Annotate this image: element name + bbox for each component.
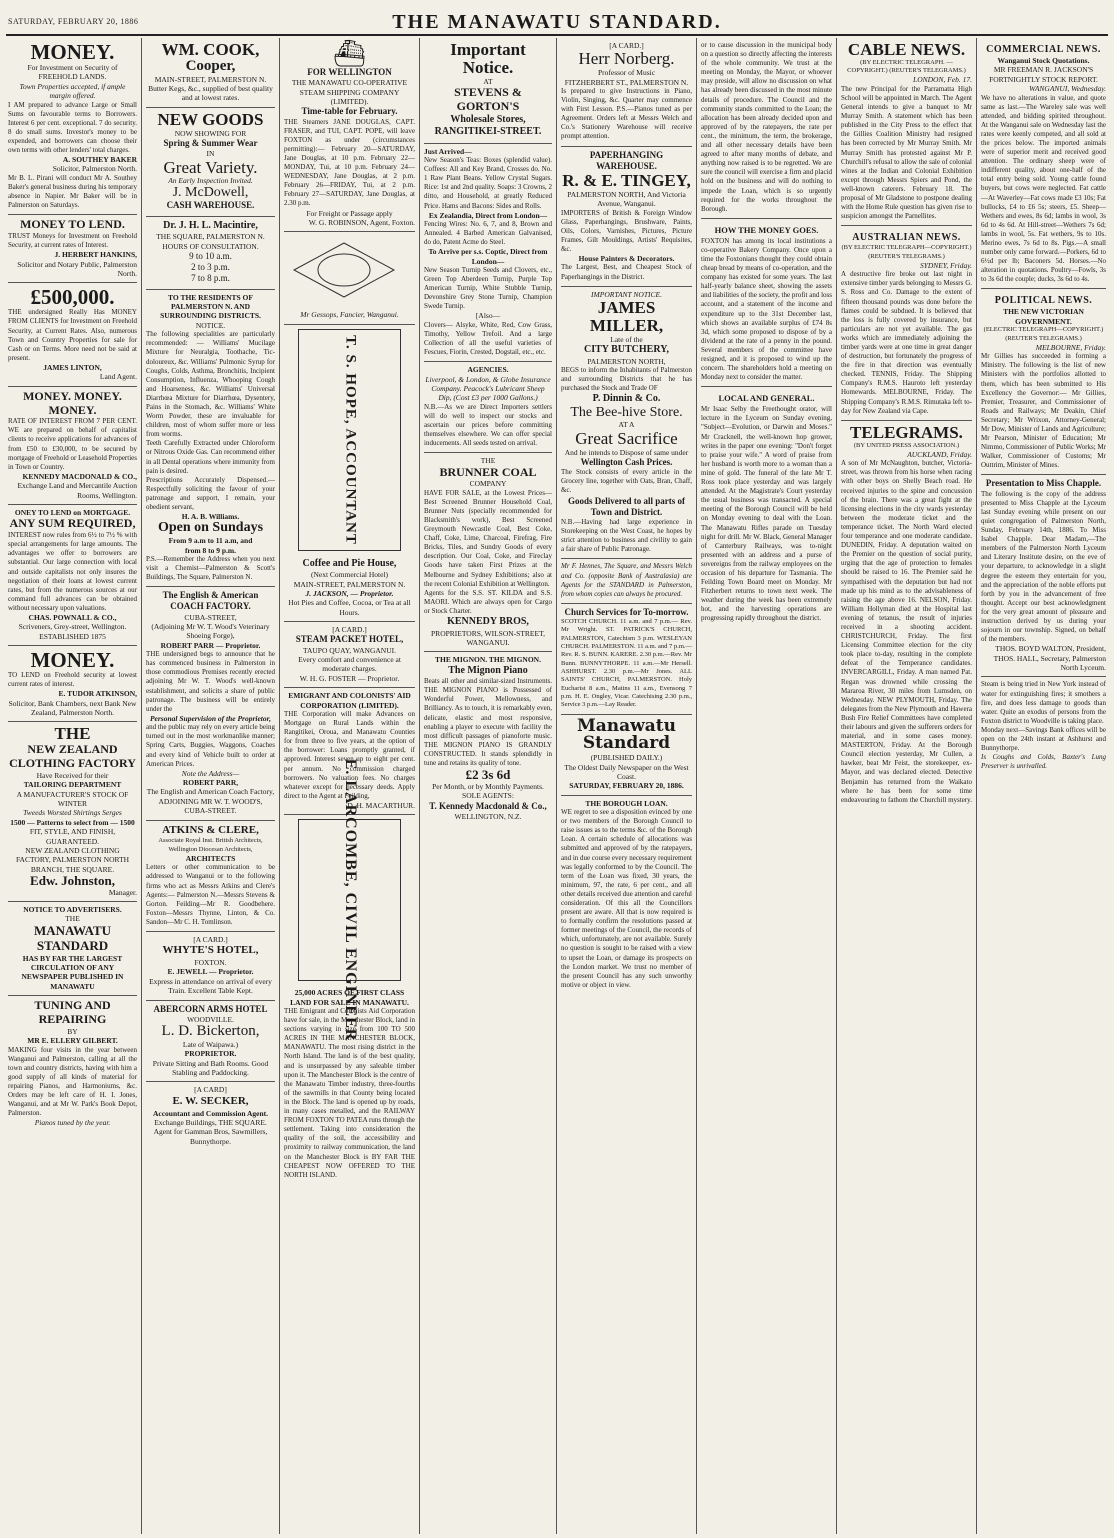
ad-ps: P.S.—Remember the Address when you next visit a Chemist—Palmerston & Scott's Buildings, The Square, Palmerston N. <box>146 554 275 582</box>
ad-signature: JAMES LINTON, <box>43 362 102 372</box>
cable-news <box>841 38 972 226</box>
ad-note: Mr B. L. Pirani will conduct Mr A. Southey Baker's general business during his temporary absence in Napier. Mr Baker will be in Palmerston on Saturdays. <box>8 173 137 210</box>
ad-signature: A. SOUTHEY BAKER <box>62 155 137 165</box>
ad-subheading: TAILORING DEPARTMENT <box>23 780 122 790</box>
ad-whyte <box>146 932 275 1001</box>
ad-steam-packet <box>284 622 415 688</box>
ad-adjoining: ADJOINING MR W. T. WOOD'S, CUBA-STREET. <box>158 796 263 816</box>
ad-subheading: Have Received for their <box>36 770 109 780</box>
ad-firm: STEVENS & GORTON'S <box>454 85 522 113</box>
article-body: Is Coughs and Colds, Baxter's Lung Preserver is unrivalled. <box>981 753 1106 771</box>
ad-address: FITZHERBERT ST., PALMERSTON N. <box>564 77 689 87</box>
ad-heading: NEW GOODS <box>157 109 264 129</box>
article-body: FOXTON has among its local institutions a co-operative Bakery Company. Once upon a time the Foxtonians thought they could obtain cheap bread by means of co-operation, and the company has existed for some years. The last half-yearly balance sheet, showing the assets and liabilities of the society, the profit and loss account, and a statement of the income and expenditure up to the 31st December last, which shows an available surplus of £74 8s 3d, which some proposed to dispose of by a dividend at the rate of a penny in the pound. Several members of the committee have resigned, and it is proposed to wind up the concern. The shareholders hold a meeting on Monday next to consider the matter. <box>701 236 832 382</box>
ad-proprietor: PROPRIETOR. <box>184 1049 237 1059</box>
ad-body: HAVE FOR SALE, at the Lowest Prices— Best Screened Brunner Household Coal, Brunner Nuts (specially recommended for Blacksmith's work), Best Screened Greymouth Newcastle Coal, Best Coke, Chaff, Coke, Lime, Charcoal, Firefrag, Fire Bricks, Tiles, and Sundry Goods of every description. Our Coal, Coke, and Fireclay Goods have taken First Prizes at the Melbourne and Sydney Exhibitions; also at the recent Colonial Exhibition at Wellington. <box>424 488 552 588</box>
ad-body: MAKING four visits in the year between Wanganui and Palmerston, calling at all the town and country districts, having with him a good supply of all kinds of material for repairing Pianos, and Harmoniums, &c. Orders may be left care of H. I. Jones, Wanganui, and at Mr W. Park's Book Depot, Palmerston. <box>8 1045 137 1118</box>
ad-subheading: Cooper, <box>185 57 236 74</box>
column-5 <box>556 38 696 1534</box>
ad-the: THE <box>65 914 80 924</box>
ad-heading: ABERCORN ARMS HOTEL <box>153 1003 268 1014</box>
ad-at: AT <box>483 76 493 86</box>
ad-body: Butter Kegs, &c., supplied of best quality and at lowest rates. <box>148 83 273 103</box>
commercial-news <box>981 38 1106 289</box>
ad-hours: 2 to 3 p.m. <box>191 262 230 273</box>
ad-signature: E. TUDOR ATKINSON, <box>58 689 137 699</box>
ad-mortgage <box>8 505 137 646</box>
column-4 <box>419 38 556 1534</box>
ad-timetable: Time-table for February. <box>301 106 398 117</box>
ad-signature: CHAS. POWNALL & CO., <box>28 613 117 622</box>
ad-body: Agent for Gamman Bros, Sawmillers, Bunnythorpe. <box>153 1127 268 1146</box>
ad-cash-prices: Wellington Cash Prices. <box>580 457 673 468</box>
ad-abercorn <box>146 1001 275 1083</box>
ad-heading: 25,000 ACRES OF FIRST CLASS LAND FOR SALE IN MANAWATU. <box>290 988 409 1007</box>
ad-body: Beats all other and similar-sized Instruments. THE MIGNON PIANO is Possessed of Wonderful Power, Mellowness, and Brilliancy. As to touch, it is remarkably even, delicate, elastic and most responsive, enabling a player to execute with facility the most difficult passages of pianoforte music. THE MIGNON PIANO IS GRANDLY CONSTRUCTED. It stands splendidly in tune and retains its quality of tone. <box>424 677 552 768</box>
ad-new-goods <box>146 108 275 217</box>
ad-signature-detail: Solicitor, Palmerston North. <box>52 164 137 174</box>
section-heading: AUSTRALIAN NEWS. <box>852 232 961 244</box>
ad-signature-detail: Exchange Land and Mercantile Auction Rooms, Wellington. <box>17 481 137 500</box>
ad-brunner <box>424 453 552 652</box>
ad-house: House Painters & Decorators. <box>578 254 675 264</box>
masthead <box>0 0 1114 34</box>
ad-subheading: ANY SUM REQUIRED, <box>9 516 136 531</box>
ad-doctor <box>146 217 275 290</box>
ad-heading: WM. COOK, <box>161 40 260 59</box>
ad-body: Letters or other communication to be addressed to Wanganui or to the following firms who act as Messrs Atkins and Clere's Agents:— Palmerston N.—Messrs Stevens & Gorton. Feilding—Mr R. Goodbehere. Foxton—Messrs Thynne, Linton, & Co. Sandon—Mr C. H. Tomlinson. <box>146 863 275 926</box>
ad-subheading: For Investment on Security of FREEHOLD LANDS. <box>27 63 118 82</box>
ad-dinnin: P. Dinnin & Co. <box>592 393 661 405</box>
ad-address: TAUPO QUAY, WANGANUI. <box>302 645 397 655</box>
ad-seal <box>284 232 415 324</box>
ad-norberg <box>561 38 692 147</box>
ad-card: [A CARD.] <box>609 41 644 50</box>
ad-owner: ROBERT PARR — Proprietor. <box>160 640 261 650</box>
column-8 <box>976 38 1110 1534</box>
ad-stock: The Largest, Best, and Cheapest Stock of Paperhangings in the District. <box>561 263 692 281</box>
ad-title: The Mignon Piano <box>448 664 528 676</box>
ad-money-baker <box>8 38 137 215</box>
ad-coffee <box>284 555 415 622</box>
ad-in: IN <box>206 149 215 159</box>
ad-company: COMPANY <box>469 479 507 489</box>
seal-text: Mr Gessops, Fancier, Wanganui. <box>300 310 399 320</box>
section-heading: COMMERCIAL NEWS. <box>986 44 1101 55</box>
ad-body: Liverpool, & London, & Globe Insurance Company. Peacock's Lubricant Sheep Dip, (Cost £3 per 1000 Gallons.) <box>425 374 551 403</box>
ad-sundays: Open on Sundays <box>157 520 264 536</box>
ad-heading: ATKINS & CLERE, <box>162 823 259 836</box>
ad-note: Note the Address— <box>181 768 240 778</box>
ad-title: R. & E. TINGEY, <box>562 171 691 191</box>
ad-heading: JAMES MILLER, <box>589 298 664 335</box>
short-items <box>981 677 1106 775</box>
ad-terms: Per Month, or by Monthly Payments. <box>432 781 544 791</box>
ad-delivered: Goods Delivered to all parts of Town and District. <box>567 495 686 517</box>
ad-signature: W. G. ROBINSON, Agent, Foxton. <box>308 217 415 227</box>
ad-by: BY <box>67 1026 78 1036</box>
ad-name: MR E. ELLERY GILBERT. <box>27 1036 118 1046</box>
ad-heading: NOTICE TO ADVERTISERS. <box>23 905 122 915</box>
ad-subheading: Associate Royal Inst. British Architects, Wellington Diocesan Architects, <box>158 837 263 853</box>
ad-heading: COACH FACTORY. <box>170 601 251 612</box>
ad-body: Express in attendance on arrival of every Train. Excellent Table Kept. <box>149 976 272 996</box>
ad-notice: NOTICE. <box>195 320 226 330</box>
ad-heading: MONEY. <box>30 648 115 673</box>
ad-body: BEGS to inform the Inhabitants of Palmerston and surrounding Districts that he has purchased the Stock and Trade OF <box>561 365 692 393</box>
ad-agent: T. Kennedy Macdonald & Co., <box>429 800 547 811</box>
section-subheading: MR FREEMAN R. JACKSON'S FORTNIGHTLY STOCK REPORT. <box>989 65 1098 84</box>
ad-hours: 9 to 10 a.m. <box>189 250 232 261</box>
ad-signature-detail: Solicitor, Bank Chambers, next Bank New Zealand, Palmerston North. <box>8 698 137 718</box>
ad-miller <box>561 287 692 560</box>
article-money-goes <box>701 219 832 388</box>
article-body: or to cause discussion in the municipal body on a question so directly affecting the interests of the whole community. We trust at the meeting on Monday, the Mayor, or whoever may preside, will allow no discussion on what has already been discussed in the most minute details of procedure. The Council and the community stands committed to the Loan; the allocation has been already decided upon and approved of by the ratepayers, the rate per cent., the minimum, the term, the brokerage, and all other necessary details have been agreed to after many months of debate, and anything now raised is to be regretted. We are sure the council will exercise a firm and placid hold on the business and will do nothing to impede the Loan, which is so urgently required for the works throughout the Borough. <box>701 41 833 213</box>
ad-body: and the public may rely on every article being turned out in the most workmanlike manner; Spring Carts, Buggies, Waggons, Coaches and every kind of Vehicle built to order at American Prices. <box>146 723 275 768</box>
ad-name: The English and American Coach Factory, <box>146 787 275 797</box>
ad-advertisers <box>8 902 137 996</box>
ad-body: Fencing Wires: No. 6, 7, and 8, Brown and Annealed. 4 Barbed American Galvanised, do do, Patent Acme do Steel. <box>424 219 552 247</box>
ad-signature: J. HERBERT HANKINS, <box>54 250 137 260</box>
section-subheading: THE NEW VICTORIAN GOVERNMENT. <box>1003 307 1084 326</box>
ad-subheading: NOW SHOWING FOR <box>174 128 247 138</box>
ad-hope-vertical <box>298 329 401 551</box>
ad-title: MANAWATU STANDARD <box>33 922 112 953</box>
ad-freight: For Freight or Passage apply <box>306 208 393 218</box>
ad-signature-detail: Land Agent. <box>99 372 137 382</box>
ad-guarantee: FIT, STYLE, AND FINISH, GUARANTEED. <box>29 827 116 846</box>
ad-patterns: 1500 — Patterns to select from — 1500 <box>10 817 135 827</box>
ad-heading: E. W. SECKER, <box>172 1094 249 1107</box>
ad-cook <box>146 38 275 108</box>
ad-late: Late of Waipawa.) <box>182 1039 239 1049</box>
ad-tuning <box>8 996 137 1131</box>
ad-signature-detail: Scriveners, Grey-street, Wellington. ESTABLISHED 1875 <box>18 622 127 641</box>
column-1 <box>4 38 141 1534</box>
ad-agent-city: WELLINGTON, N.Z. <box>454 811 522 821</box>
paper-published: (PUBLISHED DAILY.) <box>590 753 663 763</box>
ad-body: HAS BY FAR THE LARGEST CIRCULATION OF ANY NEWSPAPER PUBLISHED IN MANAWATU <box>21 953 124 991</box>
ad-signature-detail: PROPRIETORS, WILSON-STREET, WANGANUI. <box>431 628 545 647</box>
agents-note-text: Mr F. Hennes, The Square, and Messrs Welch and Co. (opposite Bank of Australasia) are Agents for the STANDARD in Palmerston, from whom copies can always be procured. <box>561 562 692 598</box>
ad-heading: The English & American <box>162 590 259 601</box>
ad-body: THE Steamers JANE DOUGLAS, CAPT. FRASER, and TUI, CAPT. POPE, will leave FOXTON as under (circumstances permitting):— February 20—SATURDAY, Jane Douglas, at 10 p.m. February 22—MONDAY, Tui, at 10 p.m. February 24—WEDNESDAY, Jane Douglas, at 2 p.m. February 26—FRIDAY, Tui, at 2 p.m. February 27—SATURDAY, Jane Douglas, at 2.30 p.m. <box>284 117 415 208</box>
ad-body: Hot Pies and Coffee, Cocoa, or Tea at all Hours. <box>288 598 411 617</box>
ad-body: THE undersigned begs to announce that he has commenced business in Palmerston in those commodious Premises recently erected adjoining Mr W. T. Wood's well-known establishment, and solicits a share of public patronage. The business will be entirely under the <box>146 650 275 713</box>
section-subheading: Wanganui Stock Quotations. <box>997 56 1090 65</box>
ad-signature-detail: Solicitor and Notary Public, Palmerston North. <box>17 259 137 278</box>
ad-name: L. D. Bickerton, <box>161 1023 260 1040</box>
article-body: A destructive fire broke out last night in extensive timber yards belonging to Messrs G. S. Ross and Co. Damage to the extent of fifteen thousand pounds was done before the flames could be subdued. It is believed that the loss is fully covered by insurance, but particulars are not yet available. The gas works which are immediately adjoining the timber yards were at one time in great danger of destruction, but fortunately the progress of the fire in that direction was eventually checked. TENNIS, Friday. The Shipping Company's R.M.S. Hauroto left yesterday Homewards. MELBOURNE, Friday. The Shipping Company's R.M.S. Rimutaka left to-day for New Zealand via Cape. <box>841 270 972 415</box>
paper-tagline: The Oldest Daily Newspaper on the West Coast. <box>564 762 689 781</box>
ad-heading: Important Notice. <box>450 40 526 77</box>
vertical-ad-text: E. LARCOMBE, CIVIL ENGINEER <box>341 758 359 1042</box>
agents-notice <box>561 559 692 603</box>
ad-body: Is prepared to give Instructions in Piano, Violin, Singing, &c. Quarter may commence with First Lesson. P.S.—Pianos tuned as per Agreement. Orders left at Messrs Welch and Co.'s Stationery Warehouse will receive prompt attention. <box>561 86 692 141</box>
ad-body: Clovers— Alsyke, White, Red, Cow Grass, Timothy, Yellow Trefoil. And a large Collection of all the useful varieties of Fescues, Fiorin, Crested, Dogstail, etc., etc. <box>424 320 552 357</box>
ad-address: PALMERSTON NORTH, And Victoria Avenue, Wanganui. <box>567 189 686 209</box>
column-6 <box>696 38 836 1534</box>
ad-subheading: Accountant and Commission Agent. <box>152 1108 268 1118</box>
article-body: The following is the copy of the address presented to Miss Chapple at the Lyceum last Sunday evening while present on our quiet congregation of Palmerston North, Sunday, February 14th, 1886. To Miss Isabel Chapple. Dear Madam,—The members of the Palmerston North Lyceum and Literary Institute desire, on the eve of your departure, to acknowledge in a slight degree the esteem they entertain for you, and the appreciation of the noble efforts put forth by you in the advancement of free thought. Accept our best acknowledgment for the very great amount of pleasure and instruction derived by us during your sojourn in our township. Signed, on behalf of the members. <box>981 489 1106 644</box>
ad-signature: KENNEDY MACDONALD & CO., <box>22 471 137 481</box>
ad-shop: CITY BUTCHERY, <box>583 344 670 356</box>
editorial-masthead <box>561 715 692 796</box>
ad-owner: J. JACKSON, — Proprietor. <box>305 588 394 598</box>
ad-price: £2 3s 6d <box>465 767 511 783</box>
ad-heading: Ex Zealandia, Direct from London— <box>428 210 548 220</box>
ad-notice: IMPORTANT NOTICE. <box>591 289 662 299</box>
ad-agencies <box>424 362 552 453</box>
ad-owner: E. JEWELL — Proprietor. <box>167 967 254 977</box>
ad-store: CASH WAREHOUSE. <box>166 200 255 211</box>
article-heading: LOCAL AND GENERAL. <box>718 393 815 404</box>
section-heading: Presentation to Miss Chapple. <box>985 478 1102 489</box>
article-body: Mr Isaac Selby the Freethought orator, will lecture in the Lyceum on Sunday evening, "Subject—Evolution, or Darwin and Moses." Mr Cracknell, the well-known hop grower, writes in the paper one evening: "Don't forget to praise your wife." A word of praise from her husband is worth more to a woman than a mine of gold. The funeral of the late Mr T. Ross took place yesterday and was largely attended. At the Magistrate's Court yesterday the usual business was transacted. A special meeting of the Borough Council will be held on Monday evening to deal with the Loan. The Manawatu Rifles parade on Tuesday night for drill. Mr W. Black, General Manager of Canterbury Railways, was to-night presented with an address and a purse of sovereigns from the railway employees on the occasion of his departure for Tasmania. The Feilding Town Board meet on Monday. Mr Fitzherbert returns to town next week. The weather during the week has been extremely hot, and the harvesting operations are progressing rapidly throughout the district. <box>701 405 832 623</box>
ad-address: (Adjoining Mr W. T. Wood's Veterinary Shoeing Forge), <box>151 622 270 641</box>
ad-address: CUBA-STREET, <box>184 612 237 622</box>
ad-subheading: Town Properties accepted, if ample margin offered. <box>19 81 126 101</box>
ad-body: THE undersigned Really Has MONEY FROM CLIENTS for Investment on Freehold Security, at Current Rates. Also, numerous Town and Country Properties for sale for Cash or on Terms. More need not be said at present. <box>8 308 137 362</box>
dateline: WANGANUI, Wednesday. <box>1029 84 1106 94</box>
ad-sundays-hours: from 8 to 9 p.m. <box>184 545 237 555</box>
ad-signature: D. H. MACARTHUR. <box>347 800 415 810</box>
ad-tingey <box>561 147 692 287</box>
ad-heading: Coffee and Pie House, <box>302 557 397 569</box>
australian-news <box>841 226 972 421</box>
ad-body: INTEREST now rules from 6½ to 7½ % with special arrangements for large amounts. The advantages we offer to borrowers are substantial. Our large connection with local and outside capitalists not only insures the negotiation of their loans at lowest current rates, but from the numerous sources at our command full advances can be obtained without necessary upon valuations. <box>8 531 137 612</box>
ad-at: AT A <box>618 420 635 430</box>
ad-beehive: The Bee-hive Store. <box>570 404 683 420</box>
ad-money-to-lend <box>8 215 137 283</box>
ad-body: Private Sitting and Bath Rooms. Good Stabling and Paddocking. <box>152 1058 269 1078</box>
section-heading: CABLE NEWS. <box>847 40 966 59</box>
article-body: Mr Gillies has succeeded in forming a Ministry. The following is the list of new Ministers with the portfolios allotted to them, which has been submitted to His Excellency the Governor:— Mr Gillies, Premier, Treasurer, and Commissioner of Roads and Railways; Mr Deakin, Chief Secretary; Mr Wrixon, Attorney-General; Mr Dow, Minister of Lands and Agriculture; Mr Pearson, Minister of Education; Mr Nimmo, Commissioner of Public Works; Mr Walker, Commissioner of Customs; Mr Outtrim, Minister of Mines. <box>981 352 1106 470</box>
ad-personal: Personal Supervision of the Proprietor, <box>149 713 272 723</box>
ad-town: WOODVILLE. <box>187 1014 234 1024</box>
ad-stevens-gorton <box>424 38 552 144</box>
dateline: AUCKLAND, Friday. <box>907 449 972 459</box>
masthead-rule <box>6 34 1108 36</box>
ad-heading: To Arrive per s.s. Coptic, Direct from London— <box>428 247 548 266</box>
church-services <box>561 604 692 715</box>
article-heading: HOW THE MONEY GOES. <box>714 224 819 235</box>
section-heading: Church Services for To-morrow. <box>564 606 689 617</box>
ad-subheading: A MANUFACTURER'S STOCK OF WINTER <box>16 789 129 809</box>
ad-money-atkinson <box>8 646 137 722</box>
ad-late: Late of the <box>610 334 643 344</box>
political-news <box>981 289 1106 475</box>
ad-body: THE Corporation will make Advances on Mortgage on Rural Lands within the Rangitikei, Oroua, and Manawatu Counties for from three to five years, at the option of the borrower: Loans promptly granted, if approved. Interest seven up to eight per cent. per annum. No commission charged borrowers. No valuation fees. No charges whatever except for necessary deeds. Apply direct to the Agent at Feilding, <box>284 709 415 800</box>
ad-address: THE SQUARE, PALMERSTON N. <box>156 232 265 242</box>
ad-heading: AGENCIES. <box>467 365 509 375</box>
article-local-general <box>701 387 832 627</box>
ad-title: NEW ZEALAND CLOTHING FACTORY <box>9 742 136 771</box>
ad-invite: An Early Inspection Invited. <box>168 176 253 186</box>
ad-body: IMPORTERS of British & Foreign Window Glass, Paperhangings, Brushware, Paints, Oils, Colors, Varnishes, Pictures, Picture Frames, Gilt Mouldings, Artists' Requisites, &c. <box>561 208 692 253</box>
ad-body: THE Emigrant and Colonists Aid Corporation have for sale, in the Manchester Block, land in sections varying in size from 100 TO 500 ACRES IN THE MANCHESTER BLOCK, MANAWATU. The most rising district in the North Island. The land is of the best quality, and is unsurpassed by any saleable timber upon it. The Manchester Block is the centre of the Manawatu Timber industry, three-fourths of the sawmills in that County being located in the Block. The land is opened up by roads, in many cases metalled, and the RAILWAY FROM FOXTON TO PATEA runs through the settlement. Taking into consideration the quality of the soil, the accessibility and proximity to railway communication, the land on the Manchester Block is BY FAR THE CHEAPEST NOW OFFERED TO THE NORTH ISLAND. <box>284 1007 415 1179</box>
ad-the: THE <box>480 456 496 466</box>
ad-coach-factory <box>146 587 275 820</box>
vertical-ad-text: T. S. HOPE, ACCOUNTANT <box>342 334 358 545</box>
ad-heading: THE <box>54 724 91 744</box>
ad-sundays-hours: From 9 a.m to 11 a.m, and <box>168 536 253 546</box>
ad-sacrifice-sub: And he intends to Dispose of same under <box>564 447 689 457</box>
ad-body: The Stock consists of every article in the Grocery line, together with Oats, Bran, Chaff, &c. <box>561 468 692 495</box>
ad-hours-title: HOURS OF CONSULTATION. <box>162 241 259 251</box>
signature-detail: THOS. HALL, Secretary, Palmerston North Lyceum. <box>993 653 1106 673</box>
article-body: We have no alterations in value, and quote same as last.—The Wareley sale was well attended, and bidding spirited throughout. At the Wanganui sale on Wednesday last the rates were keenly competed, and all sold at the prices below. The imported animals were of superior merit and received good attention. The ordinary sheep were of indifferent quality, about one-half of the total entry being sold. Young cattle found buyers, but cows were neglected. Fat cattle—At Waverley—Fat cows made £3 10s; Fat bullocks, £4 to £6 5s; steers, £5. Sheep—Wethers and ewes, 8s 6d; lambs in wool, 3s 6d to 4s 6d. At Hill-street—Wethers 7s 6d; lambs in wool, 5s. Fat wethers, 9s to 10s. Merino ewes, 7s 6d to 8s. Pigs.—A small number only came forward.—Porkers, 6d to 6½d per lb; Baconers 5d. Horses.—No alteration in quotations. Poultry—Fowls, 3s to 3s 6d the couple; ducks, 3s 6d to 4s. <box>981 93 1106 284</box>
ad-body: RATE OF INTEREST FROM 7 PER CENT. WE are prepared on behalf of capitalist clients to receive applications for advances of from £50 to £30,000, to be secured by mortgage of Freehold or Leasehold Properties in Town or Country. <box>8 417 137 471</box>
ad-subheading: (Next Commercial Hotel) <box>310 570 389 580</box>
dateline: SYDNEY, Friday. <box>919 260 972 270</box>
church-list: SCOTCH CHURCH. 11 a.m. and 7 p.m.— Rev. Mr Wright. ST. PATRICK'S CHURCH, PALMERSTON, Catechism 3 p.m. WESLEYAN CHURCH. PALMERSTON. 11 a.m. and 7 p.m.— Rev. R. S. BUNN. KARERE. 2.30 p.m.—Rev. Mr Bunn. BUNNYTHORPE. 11 a.m.—Mr Hersell. ASHHURST. 2.30 p.m.—Mr Jones. ALL SAINTS' CHURCH, PALMERSTON. Holy Eucharist 8 a.m., Matins 11 a.m., Evensong 7 p.m. H. E. Ongley, Vicar. Catechising 2.30 p.m., Service 3 p.m.—Lay Reader. <box>561 618 692 709</box>
ad-address: PALMERSTON NORTH, <box>587 356 666 366</box>
dateline: MELBOURNE, Friday. <box>1035 342 1106 352</box>
article-body: Monday next—Savings Bank offices will be open on the 24th instant at Ashhurst and Bunnythorpe. <box>981 725 1106 753</box>
ad-body: TO LEND on Freehold security at lowest current rates of interest. <box>8 671 137 689</box>
issue-date: SATURDAY, FEBRUARY 20, 1886 <box>8 17 139 26</box>
ad-architects: ARCHITECTS <box>185 853 236 863</box>
ad-owner: W. H. G. FOSTER — Proprietor. <box>299 673 400 683</box>
section-heading: TELEGRAMS. <box>850 422 963 442</box>
ad-heading: TUNING AND REPAIRING <box>34 998 111 1026</box>
ad-body: I AM prepared to advance Large or Small Sums on favourable terms to Borrowers. Interest 6 per cent. exceptional. 7 do security. 8 do small sums. Investor's money to be expended, and borrowers can choose their own terms with other lenders' total charges. <box>8 100 137 155</box>
ad-heading: MONEY TO LEND. <box>20 217 125 232</box>
ad-teeth: Teeth Carefully Extracted under Chloroform or Nitrous Oxide Gas. Can recommend either in all Dental operations where immunity from pain is desired. <box>146 439 275 475</box>
paper-date: SATURDAY, FEBRUARY 20, 1886. <box>569 781 684 791</box>
ad-heading: WHYTE'S HOTEL, <box>162 944 259 957</box>
newspaper-title: THE MANAWATU STANDARD. <box>392 11 722 33</box>
ad-heading: Herr Norberg. <box>578 49 675 69</box>
ad-address: MAIN-STREET, PALMERSTON N. <box>293 579 406 589</box>
section-subheading: (BY ELECTRIC TELEGRAPH—COPYRIGHT.) (REUTER'S TELEGRAMS.) <box>841 244 972 260</box>
ad-season: Spring & Summer Wear <box>163 137 258 148</box>
ad-secker <box>146 1082 275 1150</box>
ad-card: [A CARD.] <box>332 625 367 635</box>
ad-shipping <box>284 38 415 232</box>
ad-signature: KENNEDY BROS, <box>447 616 529 628</box>
ad-heading: ONEY TO LEND on MORTGAGE. <box>14 507 131 517</box>
ad-heading: Just Arrived— <box>424 146 472 156</box>
ad-heading: EMIGRANT AND COLONISTS' AID CORPORATION (LIMITED). <box>288 691 411 710</box>
ad-heading: THE MIGNON. THE MIGNON. <box>435 655 541 665</box>
ad-branch: NEW ZEALAND CLOTHING FACTORY, PALMERSTON NORTH BRANCH, THE SQUARE. <box>15 845 130 874</box>
ad-name: J. McDowell, <box>172 184 249 200</box>
ad-heading: MONEY. MONEY. MONEY. <box>23 388 122 417</box>
ad-card: [A CARD.] <box>193 934 228 944</box>
ad-body: The following specialities are particularly recommended: — Williams' Mucilage Mixture for Neuralgia, Toothache, Tic-doloureux, &c. Williams' Pulmonic Syrup for Coughs, Colds, Asthma, Bronchitis, Incipient Consumption, Influenza, Whooping Cough and Hoarseness, &c. Williams' Universal Diarrhœa Mixture for Diarrhœa, Dysentery, Pains in the Stomach, &c. Williams' White Worm Powder, these are invaluable for children, most of whom suffer more or less from worms. <box>146 330 275 439</box>
ad-card: [A CARD] <box>194 1085 227 1095</box>
ad-also: [Also— <box>475 311 501 321</box>
ad-mignon <box>424 652 552 825</box>
ad-heading: STEAM PACKET HOTEL, <box>295 634 404 645</box>
telegrams <box>841 421 972 809</box>
article-body: A son of Mr McNaughton, butcher, Victoria-street, was thrown from his horse when racing with other boys on Shelly Beach road. He received injuries to the spine and concussion of the brain. There was a great fight at the licensing elections in the city wards yesterday between the moderate ticket and the temperance ticket. The North Ward elected four temperance and one moderate candidate. DUNEDIN, Friday. A deputation waited on the Premier on the question of social purity, urging that the age of protection to females should be raised to 16. The Premier said he sympathised with the deputation but had not made up his mind as to the advisableness of raising the age above 16. NELSON, Friday. William Hollyman died at the Hospital last evening of tetanus, the result of injuries received in a shooting accident. CHRISTCHURCH, Friday. The first Licensing Committee election for the city took place to-day, resulting in the complete defeat of the Temperance candidates. INVERCARGILL, Friday. A man named Pat. Regan was drowned while crossing the Mararoa River, 30 miles from Lumsden, on Wednesday. NEW PLYMOUTH, Friday. The delegates from the New Plymouth and Hawera Bush Fire Relief Committees have completed their labours and given the sufferers orders for material, and in some cases money. MASTERTON, Friday. At the Borough Council election yesterday, Mr Cullen, a hawker, beat Mr Feist, the storekeeper, ex-Mayor, and was declared elected. Detective Benjamin has returned from the Waikato where he has been for some time endeavouring to fathom the Churchill mystery. <box>841 459 973 804</box>
ad-sacrifice: Great Sacrifice <box>575 428 678 448</box>
section-subheading: (BY ELECTRIC TELEGRAPH. — COPYRIGHT.) (REUTER'S TELEGRAMS.) <box>847 58 966 75</box>
ad-street: RANGITIKEI-STREET. <box>434 126 542 138</box>
ad-variety: Great Variety. <box>163 157 258 177</box>
column-7 <box>836 38 976 1534</box>
presentation <box>981 475 1106 677</box>
ad-heading: £500,000. <box>30 285 115 310</box>
ad-signature-detail: Manager. <box>108 887 137 897</box>
ad-nb: N.B.—Having had large experience in Storekeeping on the West Coast, he hopes by strict attention to business and civility to gain a fair share of Public Patronage. <box>561 518 692 554</box>
ad-signature: Edw. Johnston, <box>30 873 115 889</box>
ad-address: Exchange Buildings, THE SQUARE. <box>154 1117 267 1127</box>
ad-town: FOXTON. <box>194 958 227 968</box>
ad-wholesale: Wholesale Stores, <box>450 113 526 125</box>
ad-nb: N.B.—As we are Direct Importers settlers will do well to inspect our stocks and ascertain our prices before committing themselves elsewhere. We can offer special inducements. All seeds tested on arrival. <box>424 402 552 448</box>
ad-address: MAIN-STREET, PALMERSTON N. <box>154 74 267 84</box>
ad-footer: Pianos tuned by the year. <box>34 1118 111 1128</box>
signature: THOS. BOYD WALTON, President, <box>995 644 1106 654</box>
article-body: The new Principal for the Parramatta High School will be appointed in March. The Agent General intends to give a banquet to Mr Murray Smith. A statement which has been published in the City Press to the effect that the Gillies Coalition Ministry had resigned has been corrected by Mr Murray Smith. Mr Murray Smith has protested against Mr P. Churchill's refusal to allow the sale of colonial wines at the Indian and Colonial Exhibition except through Messrs Spiers and Pond, the well-known caterers. February 18. The proposal of Mr Gladstone to postpone dealing with the Home Rule question has given rise to suspicion amongst the Parnellites. <box>841 84 972 221</box>
ad-items: Tweeds Worsted Shirtings Serges <box>23 808 122 818</box>
ad-heading: FOR WELLINGTON <box>307 67 392 77</box>
ad-company: THE MANAWATU CO-OPERATIVE STEAM SHIPPING COMPANY (LIMITED). <box>291 78 408 106</box>
ad-prescriptions: Prescriptions Accurately Dispensed.— Respectfully soliciting the favour of your patronage and support, I remain, your obedient servant, <box>146 475 275 511</box>
section-subheading: (BY UNITED PRESS ASSOCIATION.) <box>853 441 960 449</box>
seal-illustration <box>284 235 404 305</box>
dateline: LONDON, Feb. 17. <box>913 75 972 85</box>
section-subheading: (ELECTRIC TELEGRAPH—COPYRIGHT.) (REUTER'S TELEGRAMS.) <box>983 326 1104 342</box>
ad-hours: 7 to 8 p.m. <box>191 273 230 284</box>
ad-linton <box>8 283 137 386</box>
ad-subheading: Professor of Music <box>597 68 656 78</box>
ad-williams <box>146 290 275 587</box>
steamship-illustration: ⛴ <box>332 39 366 68</box>
ad-body: Every comfort and convenience at moderate charges. <box>298 655 401 674</box>
article-body: WE regret to see a disposition evinced by one or two members of the Borough Council to raise issues as to the terms &c. of the Borough Loan. A certain schedule of allocations was submitted and approved of by the ratepayers, and in due course every necessary requirement was legally conformed to by the Council. The term of the Loan was fixed, 30 years, the minimum, 97, the rate, 6 per cent., and all other details received due attention and careful consideration. Of this all the Councillors present are aware. All that is now required is to formally confirm the resolutions passed at former meetings of the Council, the records of which, unfortunately, are not available. Surely no question is sought to be raised with a view to upset the Loan, or damage its prospects on the London market. We trust no member of the present Council has any such unworthy motive or object in view. <box>561 808 692 989</box>
ad-money-money <box>8 387 137 505</box>
ad-signature: H. A. B. Williams. <box>181 512 240 522</box>
article-loan-continued <box>701 38 832 219</box>
ad-heading: MONEY. <box>30 40 115 64</box>
ad-agents: Agents for the S.S. ST. KILDA and S.S. MAORI. Which are always open for Cargo or Stock Charter. <box>424 588 552 615</box>
ad-heading: Dr. J. H. L. Macintire, <box>163 219 258 231</box>
ad-clothing-factory <box>8 722 137 902</box>
section-heading: POLITICAL NEWS. <box>994 295 1093 307</box>
ad-body: TRUST Moneys for Investment on Freehold Security, at current rates of Interest. <box>8 232 137 250</box>
editorial-borough-loan <box>561 796 692 994</box>
article-body: Steam is being tried in New York instead of water for extinguishing fires; it smothers a fire, and does less damage to goods than water. Quite an exodus of persons from the Foxton district to Woodville is taking place. <box>981 680 1106 725</box>
column-3 <box>279 38 419 1534</box>
ad-name: ROBERT PARR, <box>182 778 239 788</box>
column-2 <box>141 38 279 1534</box>
ad-heading: TO THE RESIDENTS OF PALMERSTON N. AND SURROUNDING DISTRICTS. <box>160 292 261 321</box>
ad-heading: BRUNNER COAL <box>439 464 537 479</box>
ad-heading: PAPERHANGING WAREHOUSE. <box>589 149 664 171</box>
ad-atkins <box>146 821 275 932</box>
ad-arrivals <box>424 144 552 363</box>
ad-sole: SOLE AGENTS: <box>462 791 514 801</box>
paper-nameplate: Manawatu Standard <box>576 715 677 754</box>
article-heading: THE BOROUGH LOAN. <box>585 798 668 808</box>
ad-body: New Season's Teas: Boxes (splendid value). Coffees: All and Key Brand, Crosses do. No. 1 Raw Plant Beans. Yellow Crystal Sugars. Rice: 1st and 2nd quality. Soaps: 3 Crowns, 2 ditto, and Household, at greatly Reduced Price. Hams and Bacons: Sides and Rolls. <box>424 156 552 210</box>
ad-body: New Season Turnip Seeds and Clovers, etc., Green Top Aberdeen Turnip, Purple Top American Turnip, White Stubble Turnip, Devonshire Grey Stone Turnip, Champion Swede Turnip. <box>424 266 552 311</box>
